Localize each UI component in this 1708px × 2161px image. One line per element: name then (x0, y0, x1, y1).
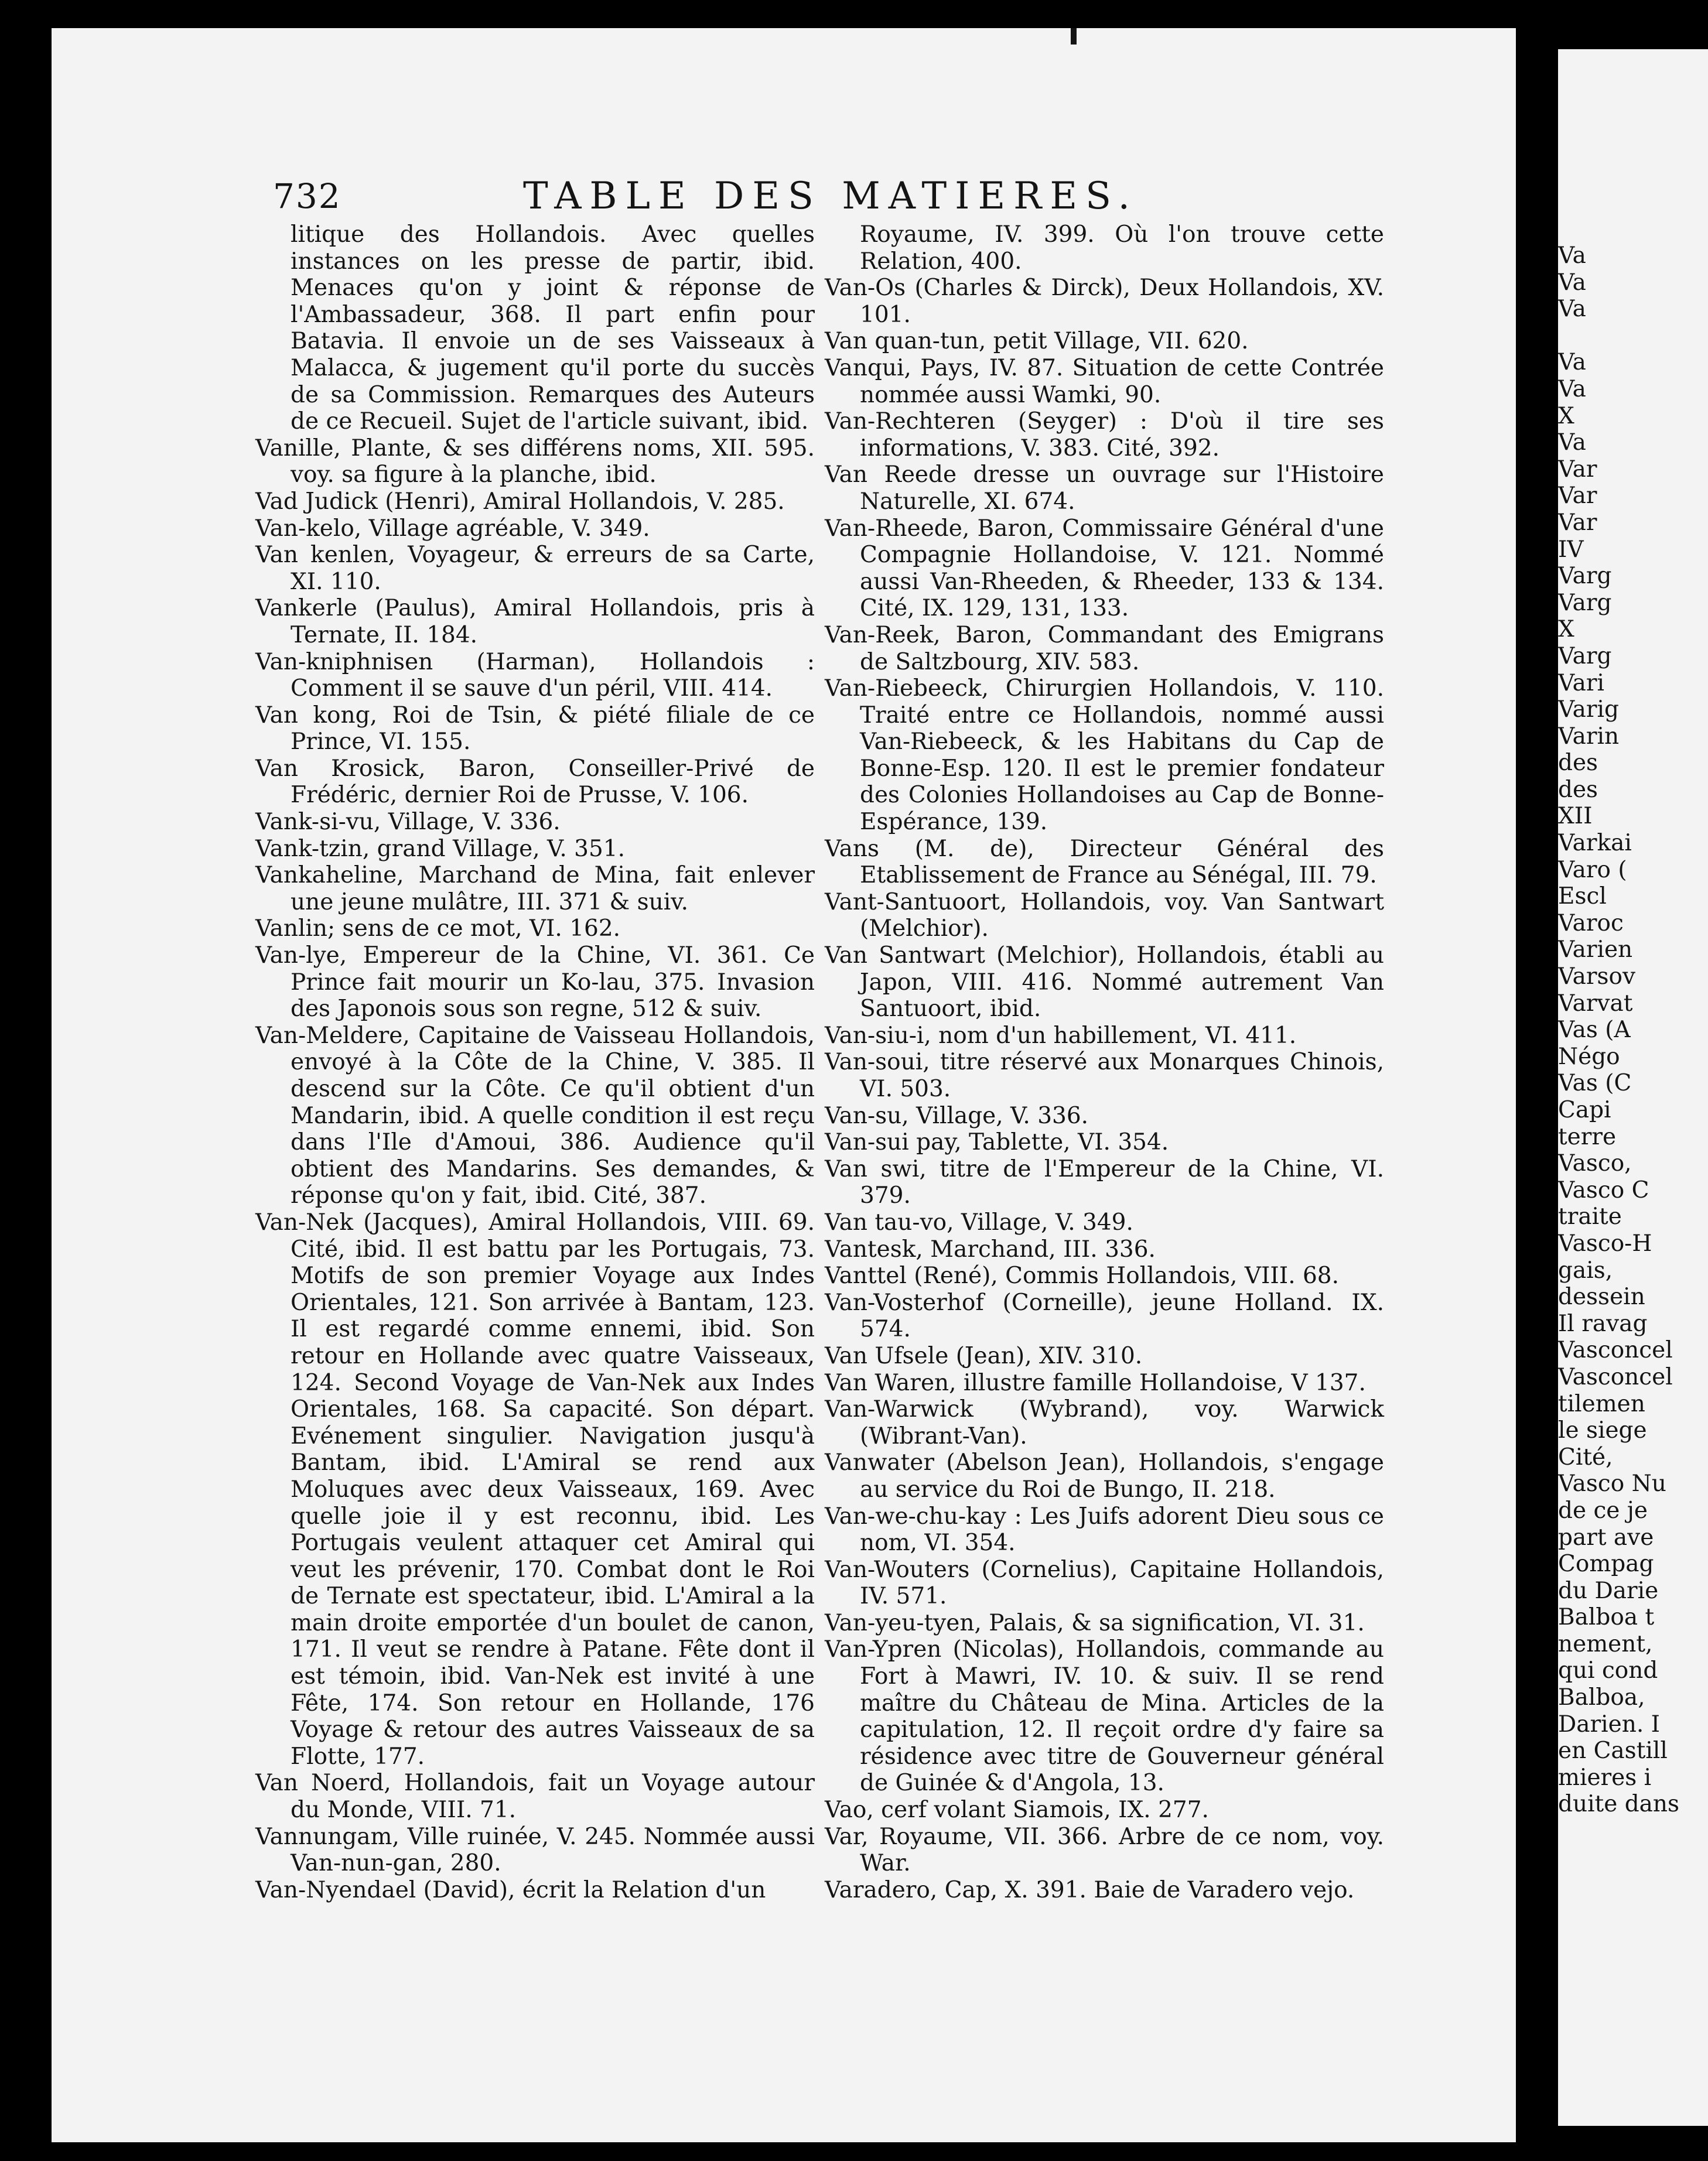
index-entry: Vanwater (Abelson Jean), Hollandois, s'engage au service du Roi de Bungo, II. 218. (825, 1449, 1384, 1503)
fragment-line: Varoc (1558, 909, 1624, 936)
fragment-line: Va (1558, 349, 1586, 376)
fragment-line: Var (1558, 456, 1597, 483)
fragment-line: de ce je (1558, 1497, 1648, 1524)
fragment-line: Vasconcel (1558, 1337, 1673, 1364)
fragment-line: Cité, (1558, 1444, 1613, 1471)
index-entry: litique des Hollandois. Avec quelles instances on les presse de partir, ibid. Menaces qu'on y joint & réponse de l'Ambassadeur, 368. Il part enfin pour Batavia. Il envoie un de ses Vaisseaux à Malacca, & jugement qu'il porte du succès de sa Commission. Remarques des Auteurs de ce Recueil. Sujet de l'article suivant, ibid. (291, 221, 815, 435)
index-entry: Van quan-tun, petit Village, VII. 620. (825, 328, 1249, 355)
fragment-line: Balboa t (1558, 1604, 1655, 1631)
fragment-line: Balboa, (1558, 1684, 1645, 1711)
index-entry: Van Noerd, Hollandois, fait un Voyage autour du Monde, VIII. 71. (255, 1770, 815, 1824)
index-entry: Van-kelo, Village agréable, V. 349. (255, 515, 650, 542)
fragment-line: Varg (1558, 642, 1612, 669)
fragment-line: Varg (1558, 563, 1612, 590)
index-entry: Van-Rheede, Baron, Commissaire Général d'une Compagnie Hollandoise, V. 121. Nommé aussi Van-Rheeden, & Rheeder, 133 & 134. Cité, IX. 129, 131, 133. (825, 515, 1384, 622)
fragment-line: Varien (1558, 936, 1633, 963)
index-entry: Van swi, titre de l'Empereur de la Chine, VI. 379. (825, 1155, 1384, 1209)
adjacent-page-fragment (1558, 49, 1708, 2126)
fragment-line: Varg (1558, 589, 1612, 616)
fragment-line: Varsov (1558, 963, 1636, 990)
fragment-line: Vasco C (1558, 1177, 1649, 1203)
fragment-line: qui cond (1558, 1657, 1658, 1684)
index-entry: Van-Nyendael (David), écrit la Relation d'un (255, 1876, 766, 1903)
index-entry: Van tau-vo, Village, V. 349. (825, 1209, 1133, 1236)
index-entry: Van-Meldere, Capitaine de Vaisseau Hollandois, envoyé à la Côte de la Chine, V. 385. Il descend sur la Côte. Ce qu'il obtient d'un Mandarin, ibid. A quelle condition il est reçu dans l'Ile d'Amoui, 386. Audience qu'il obtient des Mandarins. Ses demandes, & réponse qu'on y fait, ibid. Cité, 387. (255, 1022, 815, 1209)
fragment-line: Vasconcel (1558, 1363, 1673, 1390)
fragment-line: nement, (1558, 1630, 1653, 1657)
running-title: TABLE DES MATIERES. (523, 175, 1138, 218)
index-entry: Van-siu-i, nom d'un habillement, VI. 411. (825, 1022, 1297, 1049)
index-entry: Van-Vosterhof (Corneille), jeune Holland. IX. 574. (825, 1289, 1384, 1343)
fragment-line: Escl (1558, 883, 1607, 910)
index-entry: Vanlin; sens de ce mot, VI. 162. (255, 915, 621, 942)
index-entry: Vanttel (René), Commis Hollandois, VIII. 68. (825, 1263, 1340, 1290)
fragment-line: Négo (1558, 1043, 1620, 1070)
page-edge-mark (1071, 28, 1077, 45)
fragment-line: duite dans (1558, 1791, 1680, 1818)
fragment-line: gais, (1558, 1257, 1613, 1284)
index-entry: Van-Rechteren (Seyger) : D'où il tire ses informations, V. 383. Cité, 392. (825, 408, 1384, 461)
fragment-line: mieres i (1558, 1764, 1652, 1791)
fragment-line: Vasco Nu (1558, 1471, 1666, 1497)
index-entry: Vao, cerf volant Siamois, IX. 277. (825, 1797, 1209, 1824)
index-entry: Van-kniphnisen (Harman), Hollandois : Comment il se sauve d'un péril, VIII. 414. (255, 648, 815, 702)
index-entry: Vankerle (Paulus), Amiral Hollandois, pris à Ternate, II. 184. (255, 595, 815, 648)
fragment-line: terre (1558, 1123, 1617, 1150)
index-entry: Van-Wouters (Cornelius), Capitaine Hollandois, IV. 571. (825, 1556, 1384, 1610)
index-entry: Van Ufsele (Jean), XIV. 310. (825, 1342, 1143, 1369)
fragment-line: Varvat (1558, 990, 1633, 1017)
index-entry: Van Santwart (Melchior), Hollandois, établi au Japon, VIII. 416. Nommé autrement Van Santuoort, ibid. (825, 942, 1384, 1023)
index-column-left (255, 221, 815, 1903)
fragment-line: X (1558, 616, 1574, 643)
page-header (52, 170, 1516, 223)
fragment-line: Vasco-H (1558, 1230, 1652, 1257)
index-entry: Van-Reek, Baron, Commandant des Emigrans de Saltzbourg, XIV. 583. (825, 621, 1384, 675)
index-entry: Van-Os (Charles & Dirck), Deux Hollandois, XV. 101. (825, 275, 1384, 328)
fragment-line: Va (1558, 296, 1586, 323)
index-entry: Van Waren, illustre famille Hollandoise, V 137. (825, 1369, 1366, 1396)
fragment-line: Varig (1558, 696, 1619, 723)
index-entry: Van-Warwick (Wybrand), voy. Warwick (Wibrant-Van). (825, 1396, 1384, 1449)
index-entry: Van-sui pay, Tablette, VI. 354. (825, 1129, 1169, 1156)
index-entry: Van-we-chu-kay : Les Juifs adorent Dieu sous ce nom, VI. 354. (825, 1503, 1384, 1557)
fragment-line: IV (1558, 536, 1584, 563)
index-entry: Vad Judick (Henri), Amiral Hollandois, V. 285. (255, 488, 785, 515)
index-entry: Van-su, Village, V. 336. (825, 1102, 1089, 1129)
index-entry: Royaume, IV. 399. Où l'on trouve cette Relation, 400. (860, 221, 1384, 275)
fragment-line: Va (1558, 242, 1586, 269)
index-entry: Van-yeu-tyen, Palais, & sa signification, VI. 31. (825, 1609, 1365, 1636)
index-entry: Vank-si-vu, Village, V. 336. (255, 809, 561, 836)
index-entry: Van-Nek (Jacques), Amiral Hollandois, VIII. 69. Cité, ibid. Il est battu par les Portugais, 73. Motifs de son premier Voyage aux Indes Orientales, 121. Son arrivée à Bantam, 123. Il est regardé comme ennemi, ibid. Son retour en Hollande avec quatre Vaisseaux, 124. Second Voyage de Van-Nek aux Indes Orientales, 168. Sa capacité. Son départ. Evénement singulier. Navigation jusqu'à Bantam, ibid. L'Amiral se rend aux Moluques avec deux Vaisseaux, 169. Avec quelle joie il y est reconnu, ibid. Les Portugais veulent attaquer cet Amiral qui veut les prévenir, 170. Combat dont le Roi de Ternate est spectateur, ibid. L'Amiral a la main droite emportée d'un boulet de canon, 171. Il veut se rendre à Patane. Fête dont il est témoin, ibid. Van-Nek est invité à une Fête, 174. Son retour en Hollande, 176 Voyage & retour des autres Vaisseaux de sa Flotte, 177. (255, 1209, 815, 1770)
fragment-line: dessein (1558, 1284, 1645, 1311)
page-number: 732 (273, 176, 341, 216)
fragment-line: Vari (1558, 669, 1604, 696)
index-entry: Van kong, Roi de Tsin, & piété filiale de ce Prince, VI. 155. (255, 702, 815, 755)
fragment-line: Il ravag (1558, 1310, 1648, 1337)
index-entry: Vankaheline, Marchand de Mina, fait enlever une jeune mulâtre, III. 371 & suiv. (255, 862, 815, 915)
index-entry: Varadero, Cap, X. 391. Baie de Varadero vejo. (825, 1876, 1355, 1903)
fragment-line: Varo ( (1558, 856, 1627, 883)
fragment-line: le siege (1558, 1417, 1647, 1444)
fragment-line: Va (1558, 429, 1586, 456)
fragment-line: Capi (1558, 1097, 1611, 1123)
index-entry: Van-lye, Empereur de la Chine, VI. 361. Ce Prince fait mourir un Ko-lau, 375. Invasion des Japonois sous son regne, 512 & suiv. (255, 942, 815, 1023)
fragment-line: XII (1558, 803, 1593, 830)
fragment-line: Varkai (1558, 830, 1632, 857)
fragment-line: des (1558, 776, 1598, 803)
fragment-line: Varin (1558, 723, 1620, 750)
adjacent-page-lines (1558, 242, 1679, 1818)
index-entry: Vans (M. de), Directeur Général des Etablissement de France au Sénégal, III. 79. (825, 835, 1384, 889)
index-entry: Vank-tzin, grand Village, V. 351. (255, 835, 625, 862)
fragment-line: du Darie (1558, 1577, 1659, 1604)
index-entry: Var, Royaume, VII. 366. Arbre de ce nom, voy. War. (825, 1823, 1384, 1877)
index-entry: Vanqui, Pays, IV. 87. Situation de cette Contrée nommée aussi Wamki, 90. (825, 354, 1384, 408)
fragment-line: tilemen (1558, 1390, 1645, 1417)
fragment-line: Var (1558, 483, 1597, 510)
fragment-line: en Castill (1558, 1738, 1668, 1765)
index-entry: Vant-Santuoort, Hollandois, voy. Van Santwart (Melchior). (825, 888, 1384, 942)
index-entry: Vantesk, Marchand, III. 336. (825, 1236, 1156, 1263)
fragment-line: traite (1558, 1203, 1622, 1230)
fragment-line: Vas (A (1558, 1017, 1631, 1044)
fragment-line: Va (1558, 375, 1586, 402)
fragment-line: Va (1558, 269, 1586, 296)
index-entry: Van-Ypren (Nicolas), Hollandois, commande au Fort à Mawri, IV. 10. & suiv. Il se rend maître du Château de Mina. Articles de la capitulation, 12. Il reçoit ordre d'y faire sa résidence avec titre de Gouverneur général de Guinée & d'Angola, 13. (825, 1636, 1384, 1797)
index-entry: Van Krosick, Baron, Conseiller-Privé de Frédéric, dernier Roi de Prusse, V. 106. (255, 755, 815, 809)
fragment-line: des (1558, 750, 1598, 777)
index-entry: Vannungam, Ville ruinée, V. 245. Nommée aussi Van-nun-gan, 280. (255, 1823, 815, 1877)
index-entry: Van-soui, titre réservé aux Monarques Chinois, VI. 503. (825, 1049, 1384, 1102)
fragment-line: Compag (1558, 1551, 1654, 1578)
index-column-right (825, 221, 1384, 1903)
index-entry: Van kenlen, Voyageur, & erreurs de sa Carte, XI. 110. (255, 542, 815, 595)
fragment-line: Vas (C (1558, 1070, 1632, 1097)
fragment-line: Darien. I (1558, 1711, 1661, 1738)
fragment-line (1558, 323, 1679, 350)
fragment-line: Var (1558, 509, 1597, 536)
fragment-line: Vasco, (1558, 1150, 1632, 1177)
fragment-line: part ave (1558, 1524, 1654, 1551)
index-entry: Van-Riebeeck, Chirurgien Hollandois, V. 110. Traité entre ce Hollandois, nommé aussi Van-Riebeeck, & les Habitans du Cap de Bonne-Esp. 120. Il est le premier fondateur des Colonies Hollandoises au Cap de Bonne-Espérance, 139. (825, 675, 1384, 836)
book-page (52, 28, 1516, 2142)
index-entry: Vanille, Plante, & ses différens noms, XII. 595. voy. sa figure à la planche, ibid. (255, 435, 815, 488)
fragment-line: X (1558, 402, 1574, 429)
index-entry: Van Reede dresse un ouvrage sur l'Histoire Naturelle, XI. 674. (825, 461, 1384, 515)
